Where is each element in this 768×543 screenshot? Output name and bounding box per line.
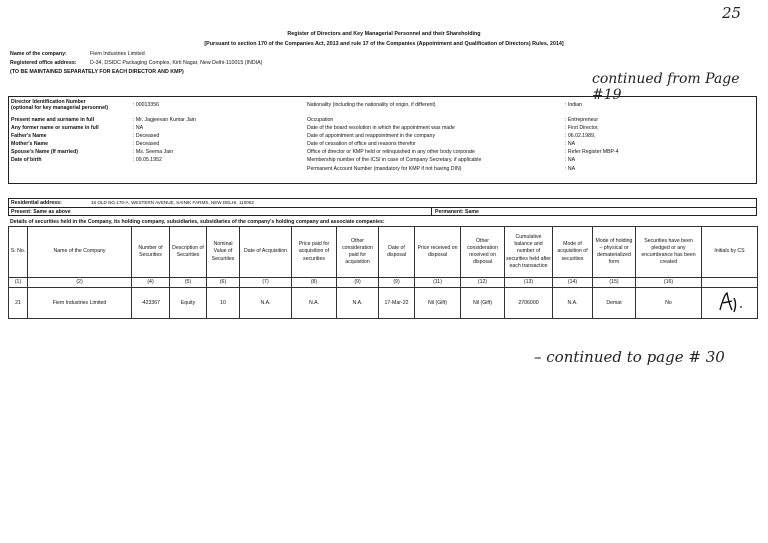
father-name-label: Father's Name <box>11 133 47 139</box>
column-number: (5) <box>170 278 207 288</box>
table-row <box>9 288 758 319</box>
header-cell: Initials by CS <box>702 227 758 278</box>
director-details-box <box>8 96 757 184</box>
cell-other-consideration-paid: N.A. <box>337 288 379 319</box>
residential-label: Residential address: <box>11 200 62 206</box>
column-number: (6) <box>207 278 240 288</box>
former-name-label: Any former name or surname in full <box>11 125 99 131</box>
occupation-value: : Entrepreneur <box>565 117 599 123</box>
cessation-value: : NA <box>565 141 576 147</box>
header-cell: Price paid for acquisition of securities <box>292 227 337 278</box>
father-name-value: : Deceased <box>133 133 160 139</box>
nationality-label: Nationality (including the nationality of origin, if different) <box>307 102 436 108</box>
column-number: (16) <box>636 278 702 288</box>
din-label: Director Identification Number <box>11 99 86 105</box>
company-name-label: Name of the company: <box>10 51 67 57</box>
column-number <box>702 278 758 288</box>
appointment-date-value: : 06.02.1989, <box>565 133 596 139</box>
column-number: (2) <box>28 278 132 288</box>
header-cell: Date of Acquisition <box>240 227 292 278</box>
cell-number-of-securities: -423367 <box>132 288 170 319</box>
handwritten-continued-from: continued from Page #19 <box>592 71 740 103</box>
column-number: (9) <box>337 278 379 288</box>
column-number: (13) <box>505 278 553 288</box>
securities-table <box>8 226 758 319</box>
board-resolution-label: Date of the board resolution in which the appointment was made <box>307 125 455 131</box>
cs-initials-signature <box>712 290 748 314</box>
column-number: (1) <box>9 278 28 288</box>
pan-label: Permanent Account Number (mandatory for KMP if not having DIN) <box>307 166 462 172</box>
column-number: (9) <box>379 278 415 288</box>
header-cell: Number of Securities <box>132 227 170 278</box>
cell-cumulative-balance: 2706000 <box>505 288 553 319</box>
company-name-value: Fiem Industries Limited <box>90 51 145 57</box>
present-name-value: : Mr. Jagjeevan Kumar Jain <box>133 117 196 123</box>
spouse-name-label: Spouse's Name (If married) <box>11 149 78 155</box>
register-subtitle: [Pursuant to section 170 of the Companies Act, 2013 and rule 17 of the Companies (Appointment and Qualification of Directors) Rules, 2014] <box>204 41 564 47</box>
office-label: Registered office address: <box>10 60 77 66</box>
mother-name-label: Mother's Name <box>11 141 48 147</box>
column-number: (8) <box>292 278 337 288</box>
mother-name-value: : Deceased <box>133 141 160 147</box>
occupation-label: Occupation <box>307 117 334 123</box>
column-number: (4) <box>132 278 170 288</box>
cell-disposal-date: 17-Mar-22 <box>379 288 415 319</box>
header-cell: Price received on disposal <box>415 227 461 278</box>
header-cell: Other consideration received on disposal <box>461 227 505 278</box>
securities-caption: Details of securities held in the Company, its holding company, subsidiaries, subsidiaries of the company's holding company and associate companies: <box>10 219 385 225</box>
appointment-date-label: Date of appointment and reappointment in the company <box>307 133 436 139</box>
residential-value: 16 OLD NO.170-A, WESTERN AVENUE, SAINIK FARMS, NEW DELHI, 110062 <box>91 200 254 205</box>
column-number: (12) <box>461 278 505 288</box>
icsi-membership-value: : NA <box>565 157 576 163</box>
office-row <box>10 60 263 66</box>
din-value: : 00013356 <box>133 102 159 108</box>
header-cell: Description of Securities <box>170 227 207 278</box>
cell-mode-of-acquisition: N.A. <box>553 288 593 319</box>
cell-company-name: Fiem Industries Limited <box>28 288 132 319</box>
header-cell: Other consideration paid for acquisition <box>337 227 379 278</box>
header-cell: Name of the Company <box>28 227 132 278</box>
cell-other-consideration-received: Nil (Gift) <box>461 288 505 319</box>
header-cell: Nominal Value of Securities <box>207 227 240 278</box>
cell-sno: 21 <box>9 288 28 319</box>
cessation-label: Date of cessation of office and reasons therefor <box>307 141 416 147</box>
address-divider <box>9 207 756 208</box>
handwritten-page-number: 25 <box>722 4 742 22</box>
table-header-row <box>9 227 758 278</box>
dob-value: : 09.05.1952 <box>133 157 162 163</box>
din-sublabel: (optional for key managerial personnel) <box>11 105 109 111</box>
former-name-value: : NA <box>133 125 144 131</box>
address-box <box>8 198 757 216</box>
cell-acquisition-date: N.A. <box>240 288 292 319</box>
header-cell: S. No. <box>9 227 28 278</box>
other-office-label: Office of director or KMP held or relinquished in any other body corporate <box>307 149 475 155</box>
company-name-row <box>10 51 145 57</box>
cell-price-received: Nil (Gift) <box>415 288 461 319</box>
cell-nominal-value: 10 <box>207 288 240 319</box>
cell-initials <box>702 288 758 319</box>
column-number: (11) <box>415 278 461 288</box>
register-title: Register of Directors and Key Managerial Personnel and their Shareholding <box>287 31 481 37</box>
dob-label: Date of birth <box>11 157 42 163</box>
office-value: D-34, DSIDC Packaging Complex, Kirti Nagar, New Delhi-110015 (INDIA) <box>90 60 263 66</box>
column-number: (15) <box>593 278 636 288</box>
handwritten-continued-to: – continued to page # 30 <box>534 348 725 366</box>
permanent-address: Permanent: Same <box>435 209 479 215</box>
header-cell: Date of disposal <box>379 227 415 278</box>
cell-acquisition-price: N.A. <box>292 288 337 319</box>
other-office-value: : Refer Register MBP-4 <box>565 149 619 155</box>
column-number-row <box>9 278 758 288</box>
icsi-membership-label: Membership number of the ICSI in case of Company Secretary, if applicable <box>307 157 482 163</box>
spouse-name-value: : Ms. Seema Jain <box>133 149 174 155</box>
maintenance-note: (TO BE MAINTAINED SEPARATELY FOR EACH DIRECTOR AND KMP) <box>10 69 184 75</box>
column-number: (7) <box>240 278 292 288</box>
cell-mode-of-holding: Demat <box>593 288 636 319</box>
cell-pledged: No <box>636 288 702 319</box>
header-cell: Cumulative balance and number of securities held after each transaction <box>505 227 553 278</box>
header-cell: Mode of holding – physical or dematerialized form <box>593 227 636 278</box>
pan-value: : NA <box>565 166 576 172</box>
address-vertical-divider <box>431 207 432 216</box>
present-address: Present: Same as above <box>11 209 71 215</box>
header-cell: Mode of acquisition of securities <box>553 227 593 278</box>
header-cell: Securities have been pledged or any encumbrance has been created <box>636 227 702 278</box>
present-name-label: Present name and surname in full <box>11 117 95 123</box>
nationality-value: : Indian <box>565 102 583 108</box>
board-resolution-value: : First Director, <box>565 125 599 131</box>
column-number: (14) <box>553 278 593 288</box>
cell-description: Equity <box>170 288 207 319</box>
